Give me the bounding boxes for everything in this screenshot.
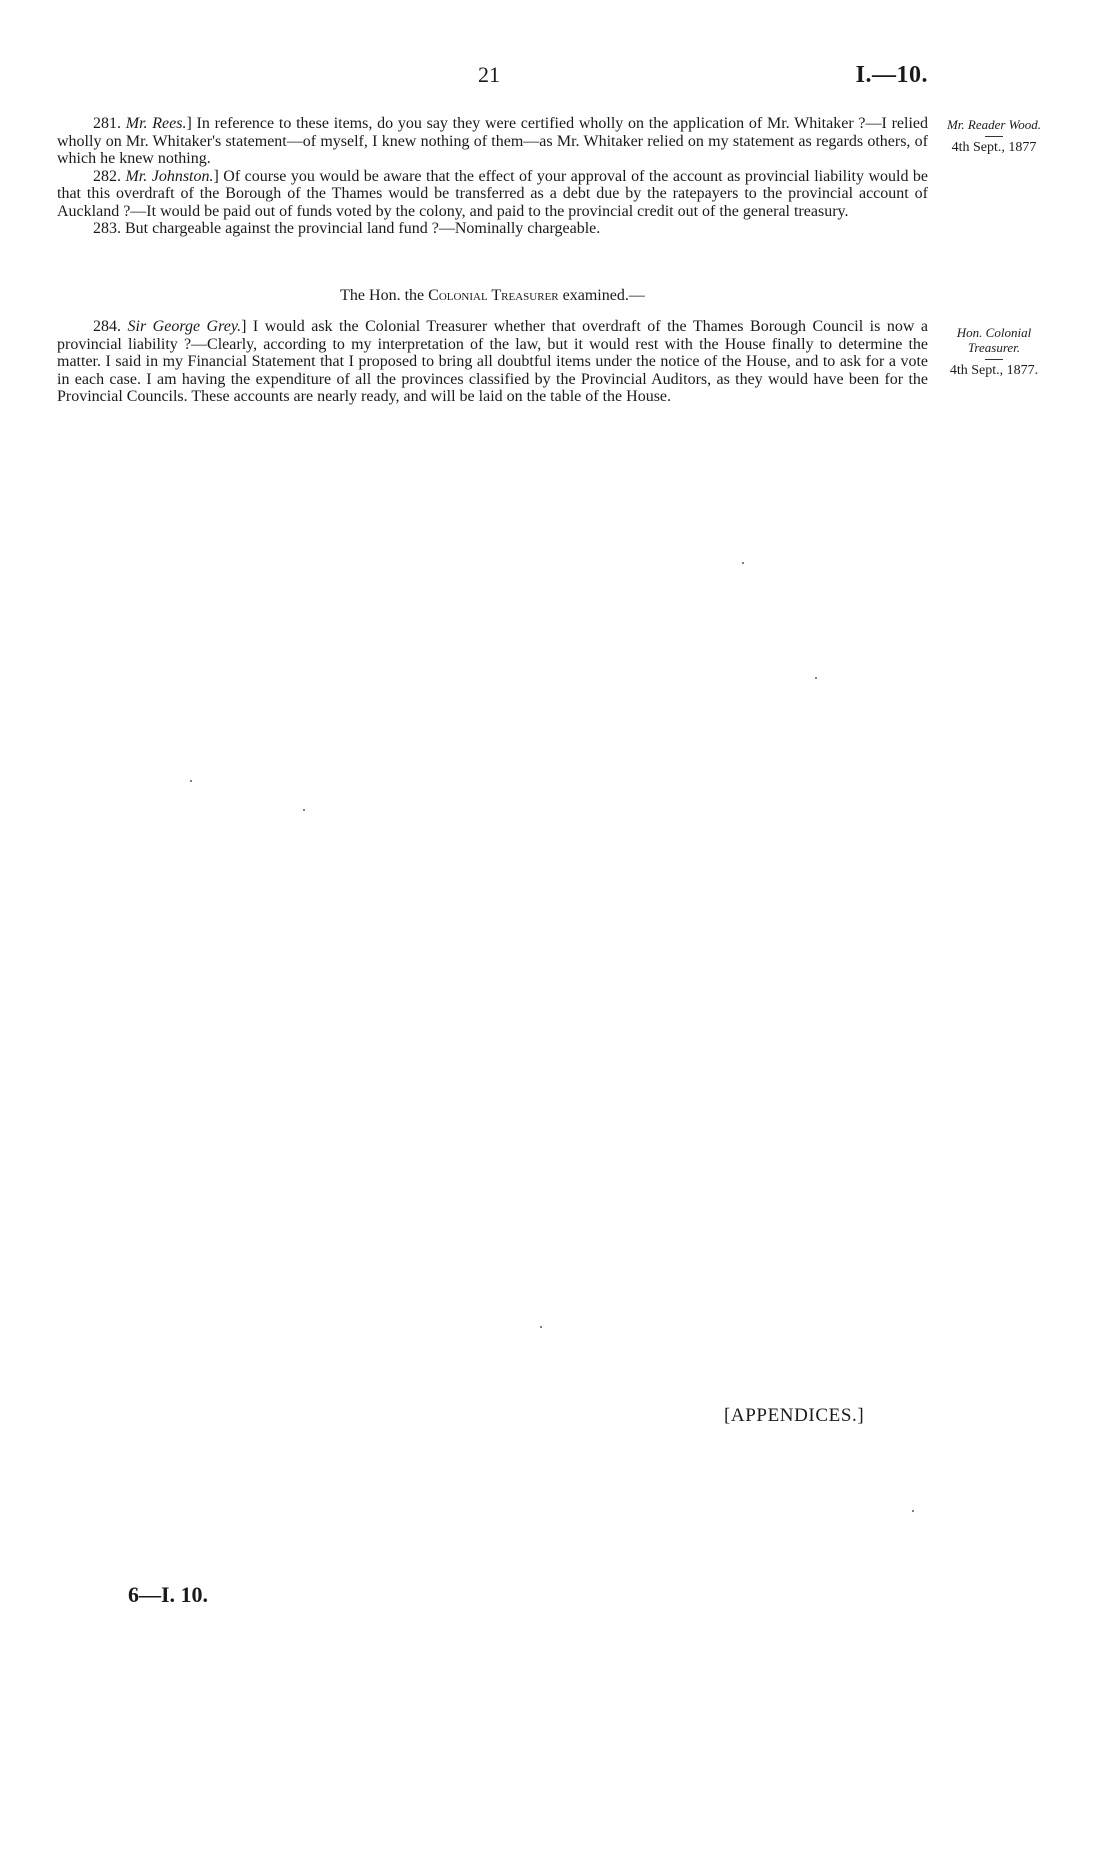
examination-heading bbox=[57, 287, 928, 305]
speaker: Mr. Rees. bbox=[125, 115, 187, 132]
appendices-label: [APPENDICES.] bbox=[724, 1405, 865, 1426]
question-282 bbox=[57, 168, 928, 221]
question-283 bbox=[57, 220, 928, 238]
speaker: Sir George Grey. bbox=[127, 318, 242, 335]
testimony-block-colonial-treasurer bbox=[57, 318, 928, 406]
signature-footer: 6—I. 10. bbox=[128, 1582, 209, 1607]
scan-speck bbox=[742, 562, 744, 564]
margin-date: 4th Sept., 1877. bbox=[949, 363, 1039, 378]
question-text: ] I would ask the Colonial Treasurer whether that overdraft of the Thames Borough Council is now a provincial liability ?—Clearly, according to my interpretation of the law, but it would rest with the House finally to determine the matter. I said in my Financial Statement that I proposed to bring all doubtful items under the notice of the House, and to ask for a vote in each case. I am having the expenditure of all the provinces classified by the Provincial Auditors, as they would have been for the Provincial Councils. These accounts are nearly ready, and will be laid on the table of the House. bbox=[57, 318, 928, 405]
scan-speck bbox=[912, 1510, 914, 1512]
margin-witness-name: Mr. Reader Wood. bbox=[946, 117, 1042, 132]
question-281 bbox=[57, 115, 928, 168]
scan-speck bbox=[303, 809, 305, 811]
heading-title: Colonial Treasurer bbox=[428, 287, 559, 304]
margin-date: 4th Sept., 1877 bbox=[951, 140, 1037, 155]
speaker: Mr. Johnston. bbox=[125, 167, 214, 185]
margin-note-witness-2 bbox=[934, 325, 1054, 378]
heading-prefix: The Hon. the bbox=[340, 287, 425, 304]
margin-note-witness-1 bbox=[934, 117, 1054, 155]
question-text: But chargeable against the provincial land fund ?—Nominally chargeable. bbox=[125, 220, 601, 237]
scan-speck bbox=[190, 780, 192, 782]
margin-witness-name: Hon. Colonial Treasurer. bbox=[956, 325, 1032, 355]
heading-suffix: examined.— bbox=[562, 287, 645, 304]
page-number: 21 bbox=[478, 62, 500, 87]
question-number: 281. bbox=[93, 115, 121, 132]
scan-speck bbox=[815, 677, 817, 679]
testimony-block-reader-wood bbox=[57, 115, 928, 238]
scan-speck bbox=[540, 1326, 542, 1328]
question-284 bbox=[57, 318, 928, 406]
margin-rule bbox=[985, 136, 1003, 137]
question-number: 282. bbox=[93, 167, 121, 185]
document-reference: I.—10. bbox=[855, 62, 928, 88]
question-text: ] Of course you would be aware that the effect of your approval of the account as provincial liability would be that this overdraft of the Borough of the Thames would be transferred as a debt due by the ratepayers to the provincial account of Auckland ?—It would be paid out of funds voted by the colony, and paid to the provincial credit out of the general treasury. bbox=[57, 167, 929, 220]
question-number: 284. bbox=[93, 318, 121, 335]
question-number: 283. bbox=[93, 220, 121, 237]
margin-rule bbox=[985, 359, 1003, 360]
question-text: ] In reference to these items, do you say they were certified wholly on the application of Mr. Whitaker ?—I relied wholly on Mr. Whitaker's statement—of myself, I knew nothing of them—as Mr. Whitaker relied on my statement as regards others, of which he knew nothing. bbox=[57, 115, 928, 167]
